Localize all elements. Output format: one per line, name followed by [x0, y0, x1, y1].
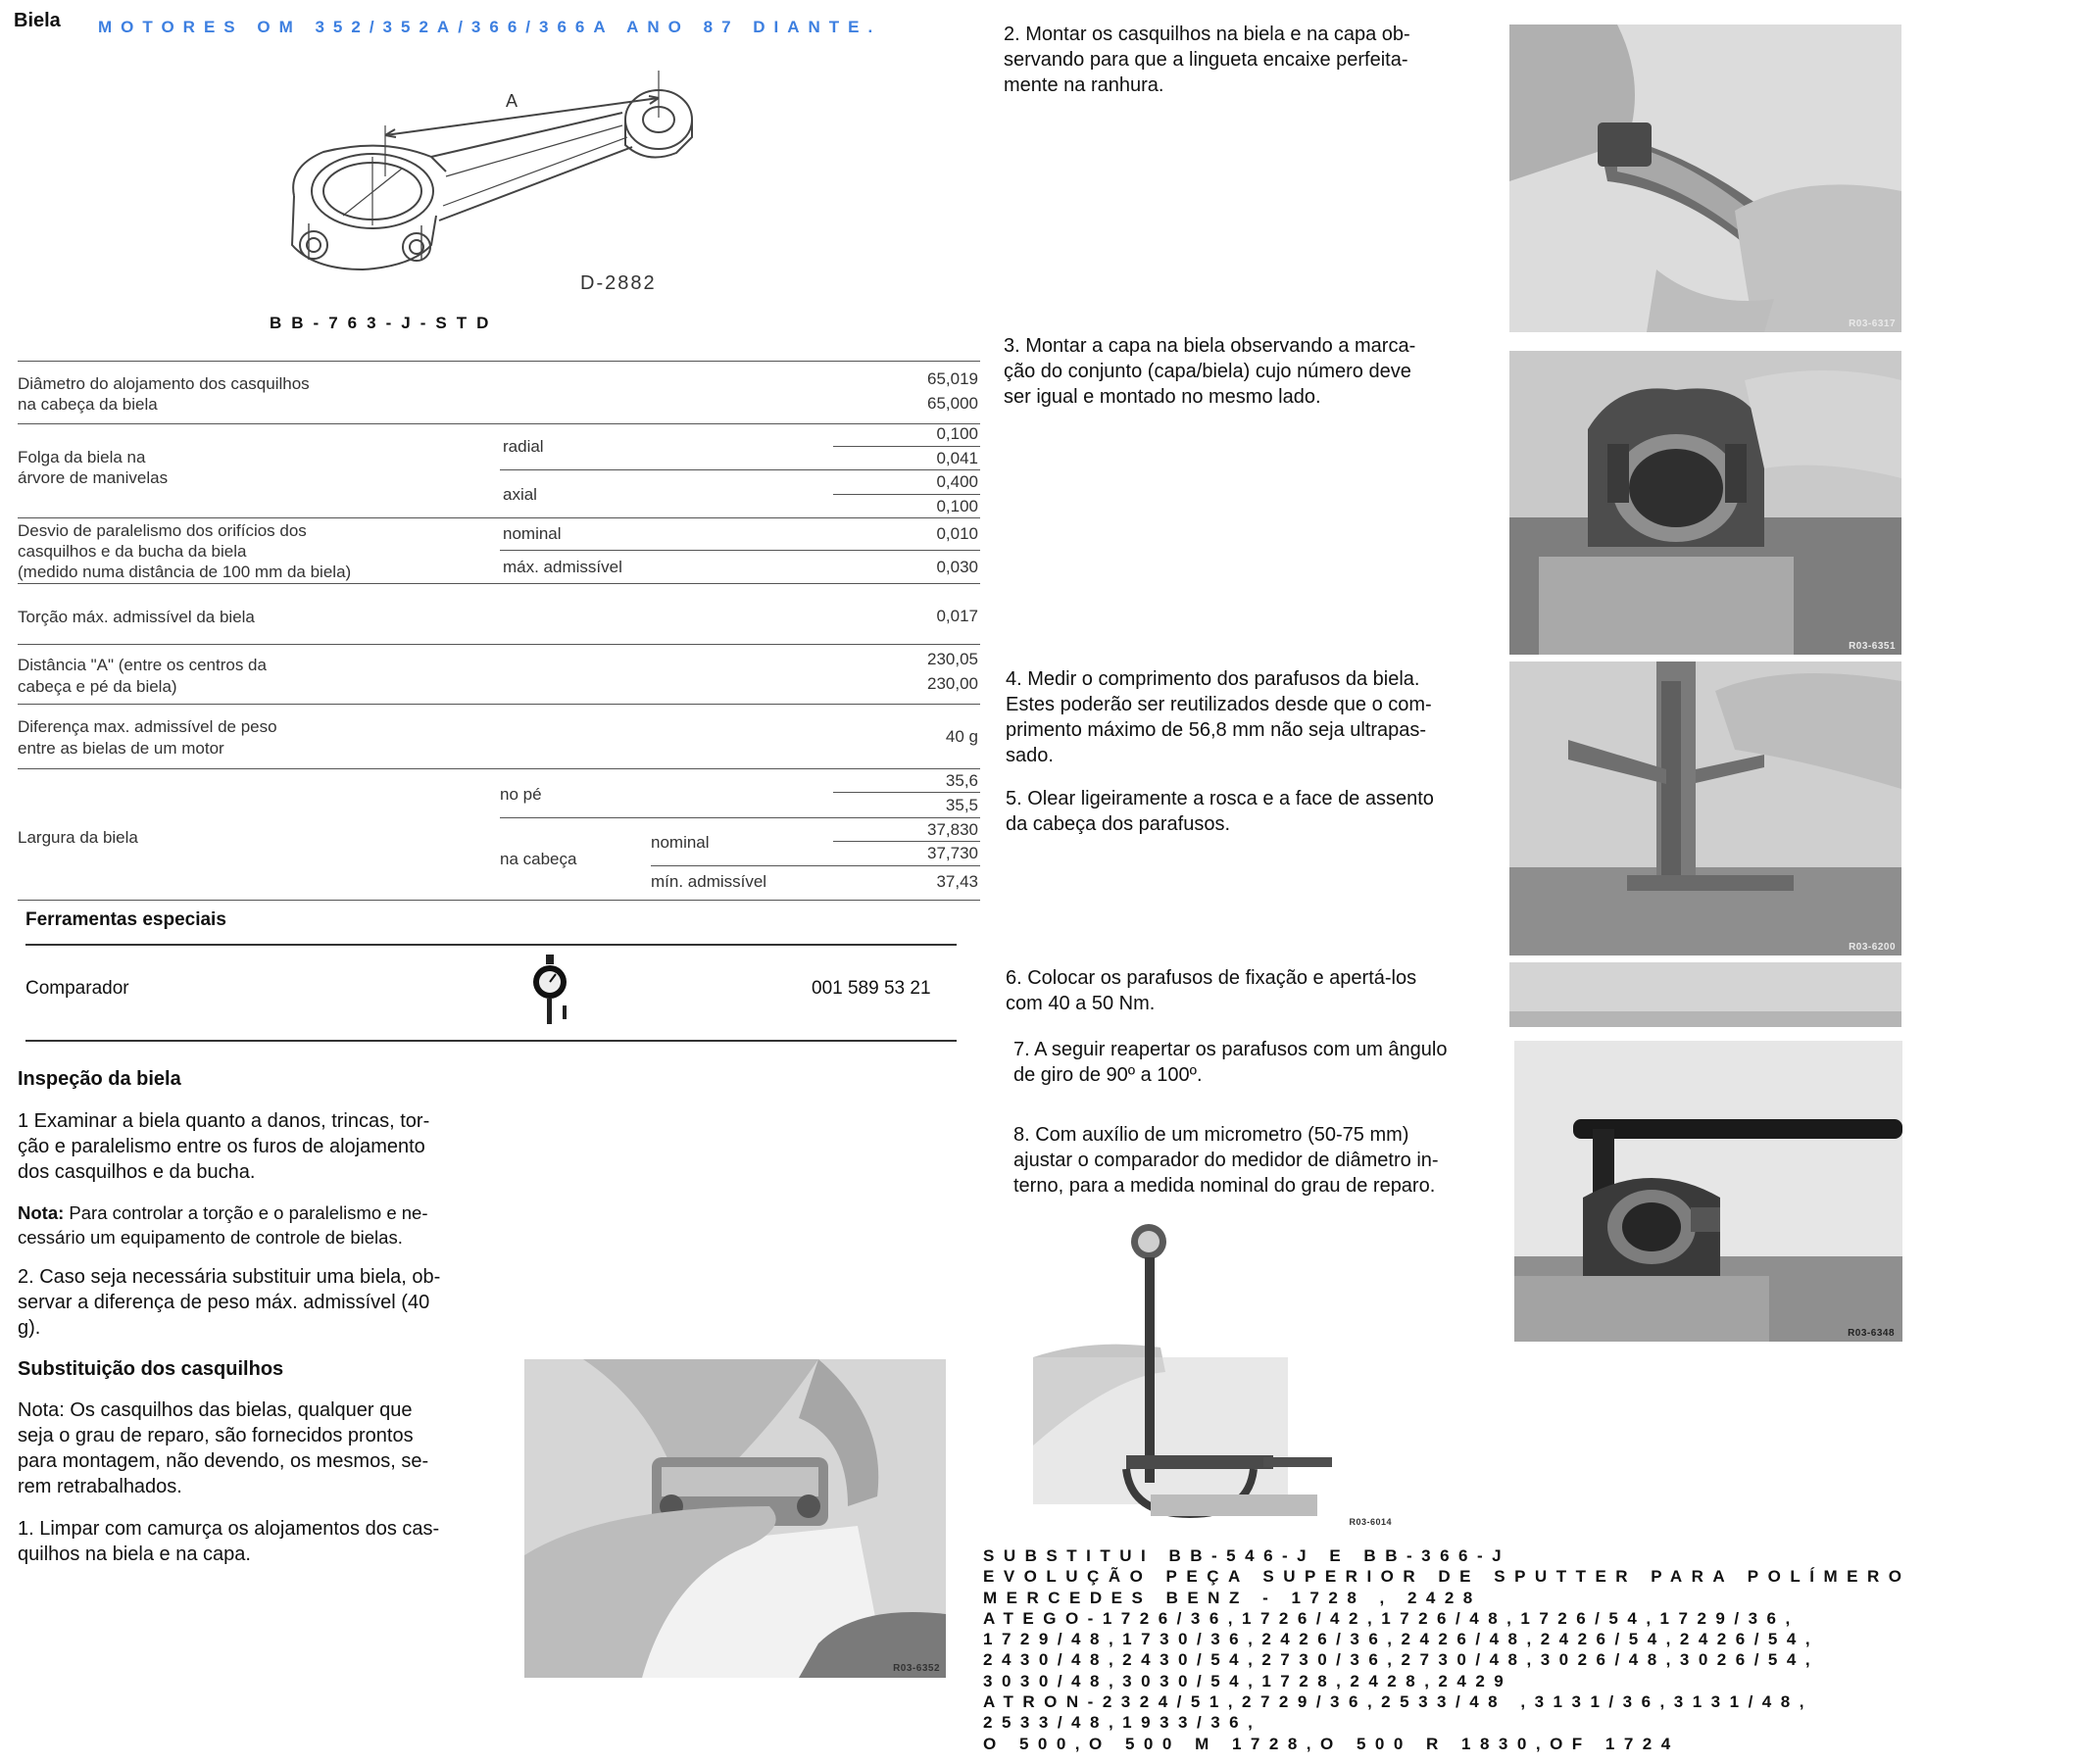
spec-sublabel: radial [503, 437, 544, 456]
text-line: 8. Com auxílio de um micrometro (50-75 mm) [1013, 1124, 1409, 1146]
text-line: ser igual e montado no mesmo lado. [1004, 386, 1321, 408]
tools-rule [25, 1040, 957, 1042]
table-rule [18, 583, 980, 584]
photo-code: R03-6200 [1849, 942, 1896, 953]
spec-value: 40 g [945, 727, 978, 746]
text-line: quilhos na biela e na capa. [18, 1544, 251, 1565]
text-line: Estes poderão ser reutilizados desde que o com- [1006, 694, 1432, 715]
spec-label: Largura da biela [18, 828, 138, 847]
text-line: 2. Caso seja necessária substituir uma biela, ob- [18, 1266, 441, 1288]
spec-sublabel: nominal [651, 833, 710, 852]
substitution-info [983, 1545, 1910, 1754]
text-line: 1 Examinar a biela quanto a danos, trincas, tor- [18, 1110, 430, 1132]
spec-label: cabeça e pé da biela) [18, 677, 177, 696]
text-line: de giro de 90º a 100º. [1013, 1064, 1203, 1086]
substitution-line: 2533/48,1933/36, [983, 1713, 1262, 1733]
table-rule [18, 900, 980, 901]
spec-sublabel: mín. admissível [651, 872, 767, 891]
table-rule [18, 644, 980, 645]
step-3 [1004, 333, 1455, 410]
text-line: terno, para a medida nominal do grau de reparo. [1013, 1175, 1436, 1197]
text-line: servar a diferença de peso máx. admissível (40 [18, 1292, 430, 1313]
text-line: Nota: Os casquilhos das bielas, qualquer que [18, 1399, 413, 1421]
tools-rule [25, 944, 957, 946]
replacement-paragraph [18, 1264, 469, 1341]
table-rule [651, 865, 980, 866]
spec-value: 37,43 [936, 872, 978, 891]
table-rule [18, 704, 980, 705]
text-line: da cabeça dos parafusos. [1006, 813, 1231, 835]
spec-value: 65,019 [927, 369, 978, 388]
spec-label: Desvio de paralelismo dos orifícios dos [18, 521, 307, 540]
substitution-line: O 500,O 500 M 1728,O 500 R 1830,OF 1724 [983, 1734, 1680, 1753]
inspection-title: Inspeção da biela [18, 1068, 181, 1090]
text-line: primento máximo de 56,8 mm não seja ultrapas- [1006, 719, 1427, 741]
table-rule [833, 841, 980, 842]
text-line: dos casquilhos e da bucha. [18, 1161, 256, 1183]
text-line: com 40 a 50 Nm. [1006, 993, 1156, 1014]
spec-sublabel: nominal [503, 524, 562, 543]
table-rule [500, 550, 980, 551]
step-6 [1006, 965, 1456, 1016]
text-line: 5. Olear ligeiramente a rosca e a face de assento [1006, 788, 1434, 809]
substitution-line: 2430/48,2430/54,2730/36,2730/48,3026/48,3026/54, [983, 1650, 1820, 1670]
table-rule [18, 361, 980, 362]
table-rule [18, 423, 980, 424]
spec-label: Distância "A" (entre os centros da [18, 656, 267, 674]
spec-label: Torção máx. admissível da biela [18, 608, 255, 626]
text-line: 4. Medir o comprimento dos parafusos da biela. [1006, 668, 1420, 690]
table-rule [833, 494, 980, 495]
photo-code: R03-6317 [1849, 318, 1896, 329]
spec-sublabel: no pé [500, 785, 542, 804]
step-2 [1004, 22, 1455, 98]
spec-value: 0,100 [936, 424, 978, 443]
spec-label: Diâmetro do alojamento dos casquilhos [18, 374, 310, 393]
step-5 [1006, 786, 1456, 837]
inspection-note [18, 1200, 469, 1250]
diagram-code: D-2882 [580, 272, 657, 294]
note-label: Nota: [18, 1202, 65, 1223]
tool-name: Comparador [25, 978, 129, 999]
part-code: BB-763-J-STD [270, 314, 499, 332]
step-1 [18, 1516, 469, 1567]
table-rule [18, 768, 980, 769]
substitution-line: ATEGO-1726/36,1726/42,1726/48,1726/54,1729/36, [983, 1608, 1800, 1628]
photo-code: R03-6348 [1848, 1328, 1895, 1339]
photo-code: R03-6014 [1349, 1517, 1392, 1527]
spec-value: 37,830 [927, 820, 978, 839]
special-tools-title: Ferramentas especiais [25, 909, 226, 930]
spec-value: 230,05 [927, 650, 978, 668]
photo-fitting-bearing-shells [1509, 24, 1901, 332]
photo-code: R03-6351 [1849, 641, 1896, 652]
text-line: 3. Montar a capa na biela observando a marca- [1004, 335, 1416, 357]
page-title: Biela [14, 10, 61, 31]
text-line: 2. Montar os casquilhos na biela e na capa ob- [1004, 24, 1410, 45]
step-8 [1013, 1122, 1464, 1199]
table-rule [833, 446, 980, 447]
text-line: 1. Limpar com camurça os alojamentos dos cas- [18, 1518, 440, 1540]
text-line: Para controlar a torção e o paralelismo e ne- [64, 1202, 428, 1223]
spec-value: 35,6 [945, 771, 978, 790]
text-line: para montagem, não devendo, os mesmos, se- [18, 1450, 429, 1472]
spec-value: 65,000 [927, 394, 978, 413]
text-line: 7. A seguir reapertar os parafusos com um ângulo [1013, 1039, 1448, 1060]
spec-label: casquilhos e da bucha da biela [18, 542, 247, 561]
text-line: g). [18, 1317, 41, 1339]
spec-value: 0,100 [936, 497, 978, 515]
tool-part-number: 001 589 53 21 [812, 978, 931, 999]
engine-models-heading: MOTORES OM 352/352A/366/366A ANO 87 DIANTE. [98, 18, 882, 36]
spec-value: 0,041 [936, 449, 978, 467]
spec-label: árvore de manivelas [18, 468, 169, 487]
text-line: seja o grau de reparo, são fornecidos prontos [18, 1425, 414, 1446]
photo-strip [1509, 962, 1901, 1027]
connecting-rod-diagram [274, 59, 716, 294]
text-line: mente na ranhura. [1004, 74, 1164, 96]
text-line: ajustar o comparador do medidor de diâmetro in- [1013, 1150, 1439, 1171]
spec-value: 0,017 [936, 607, 978, 625]
substitution-line: 1729/48,1730/36,2426/36,2426/48,2426/54,2426/54, [983, 1630, 1820, 1649]
substitution-line: 3030/48,3030/54,1728,2428,2429 [983, 1671, 1513, 1690]
dimension-a-label: A [506, 91, 518, 111]
spec-value: 0,010 [936, 524, 978, 543]
text-line: ção e paralelismo entre os furos de alojamento [18, 1136, 425, 1157]
photo-cleaning-bearing [524, 1359, 946, 1678]
spec-value: 35,5 [945, 796, 978, 814]
spec-value: 37,730 [927, 844, 978, 862]
spec-value: 0,400 [936, 472, 978, 491]
text-line: cessário um equipamento de controle de bielas. [18, 1227, 403, 1248]
text-line: sado. [1006, 745, 1054, 766]
inspection-paragraph [18, 1108, 469, 1185]
spec-sublabel: máx. admissível [503, 558, 622, 576]
substitution-line: EVOLUÇÃO PEÇA SUPERIOR DE SPUTTER PARA POLÍMERO [983, 1567, 1911, 1587]
photo-bore-gauge-micrometer [1033, 1220, 1396, 1529]
spec-sublabel: na cabeça [500, 850, 577, 868]
substitution-line: ATRON-2324/51,2729/36,2533/48 ,3131/36,3131/48, [983, 1692, 1813, 1712]
table-rule [500, 469, 980, 470]
spec-value: 230,00 [927, 674, 978, 693]
table-rule [500, 817, 980, 818]
text-line: servando para que a lingueta encaixe perfeita- [1004, 49, 1408, 71]
bearing-replacement-title: Substituição dos casquilhos [18, 1358, 284, 1380]
spec-label: Folga da biela na [18, 448, 146, 466]
photo-fitting-cap [1509, 351, 1901, 655]
step-4 [1006, 666, 1456, 768]
dial-indicator-icon [527, 953, 574, 1027]
spec-label: entre as bielas de um motor [18, 739, 224, 758]
text-line: rem retrabalhados. [18, 1476, 182, 1497]
substitution-line: SUBSTITUI BB-546-J E BB-366-J [983, 1546, 1511, 1565]
spec-label: na cabeça da biela [18, 395, 158, 414]
table-rule [833, 792, 980, 793]
spec-label: (medido numa distância de 100 mm da biela) [18, 563, 352, 581]
bearing-note [18, 1397, 469, 1499]
photo-measuring-bolt [1509, 662, 1901, 956]
substitution-line: MERCEDES BENZ - 1728 , 2428 [983, 1588, 1482, 1607]
photo-torque-wrench [1514, 1041, 1902, 1342]
table-rule [18, 517, 980, 518]
spec-value: 0,030 [936, 558, 978, 576]
step-7 [1013, 1037, 1464, 1088]
spec-label: Diferença max. admissível de peso [18, 717, 277, 736]
text-line: ção do conjunto (capa/biela) cujo número deve [1004, 361, 1411, 382]
text-line: 6. Colocar os parafusos de fixação e apertá-los [1006, 967, 1417, 989]
photo-code: R03-6352 [893, 1663, 940, 1674]
spec-sublabel: axial [503, 485, 537, 504]
